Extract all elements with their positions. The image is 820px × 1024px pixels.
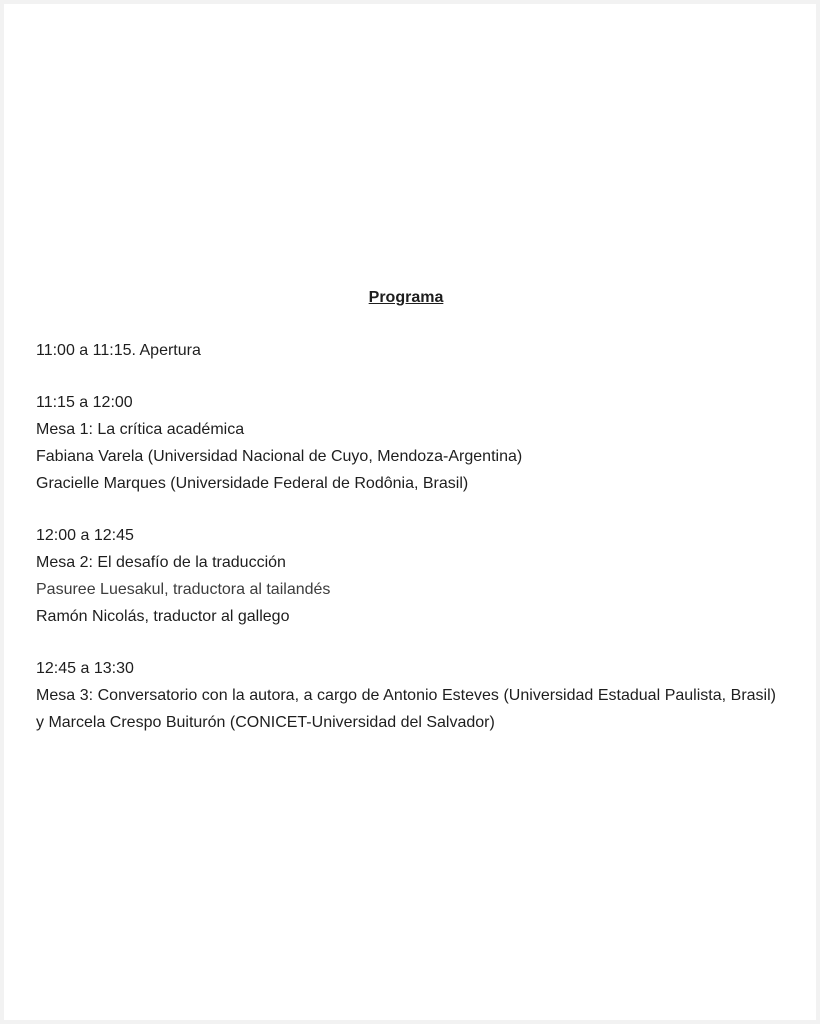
session-description: Mesa 3: Conversatorio con la autora, a cargo de Antonio Esteves (Universidad Estadual Paulista, Brasil) y Marcela Crespo Buiturón (CONICET-Universidad del Salvador) xyxy=(36,687,776,731)
session-title: Mesa 2: El desafío de la traducción xyxy=(36,554,286,571)
speaker-line: Fabiana Varela (Universidad Nacional de Cuyo, Mendoza-Argentina) xyxy=(36,448,523,465)
schedule-block-opening xyxy=(36,337,776,364)
session-title: Mesa 1: La crítica académica xyxy=(36,421,245,438)
speaker-line: Ramón Nicolás, traductor al gallego xyxy=(36,608,290,625)
time-range: 11:15 a 12:00 xyxy=(36,394,133,411)
program-content xyxy=(36,264,776,761)
time-range: 12:00 a 12:45 xyxy=(36,527,134,544)
speaker-line: Pasuree Luesakul, traductora al tailandés xyxy=(36,581,331,598)
time-range: 12:45 a 13:30 xyxy=(36,660,134,677)
schedule-block-mesa-1 xyxy=(36,389,776,497)
schedule-block-mesa-3 xyxy=(36,655,776,736)
speaker-line: Gracielle Marques (Universidade Federal de Rodônia, Brasil) xyxy=(36,475,469,492)
document-page xyxy=(4,4,816,1020)
schedule-line: 11:00 a 11:15. Apertura xyxy=(36,342,201,359)
page-title: Programa xyxy=(368,289,444,306)
schedule-block-mesa-2 xyxy=(36,522,776,630)
